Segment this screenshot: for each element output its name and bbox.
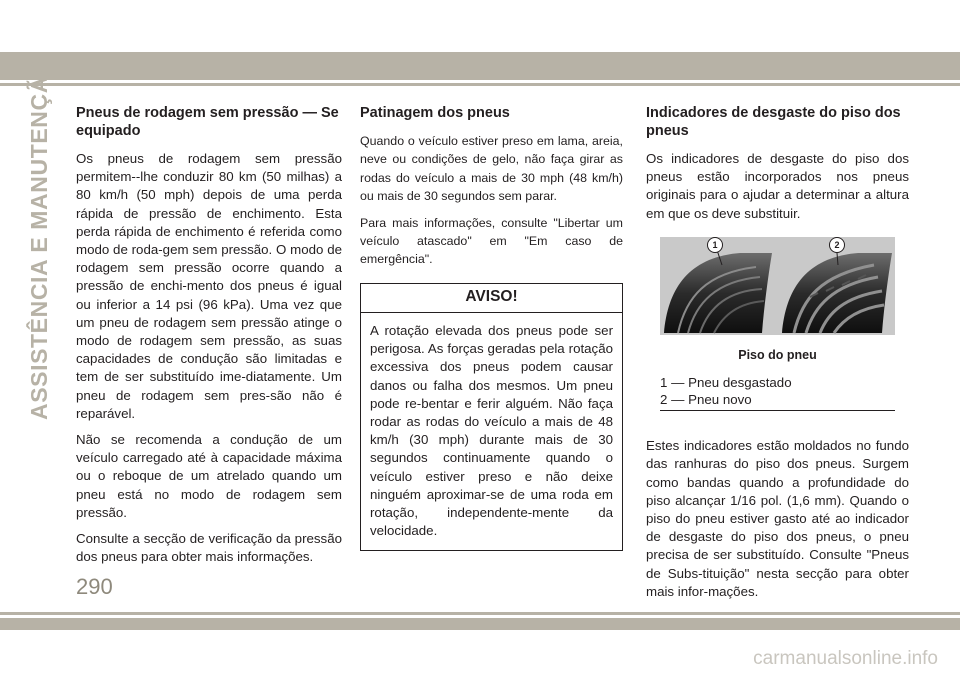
column-run-flat xyxy=(76,104,342,574)
footer-rule xyxy=(0,612,960,615)
warning-box xyxy=(360,283,623,552)
watermark: carmanualsonline.info xyxy=(753,648,938,669)
run-flat-paragraph-2: Não se recomenda a condução de um veículo carregado até à capacidade máxima ou o reboque de um atrelado quando um pneu está no modo de rodagem sem pressão. xyxy=(76,432,342,520)
page-number: 290 xyxy=(76,574,113,599)
figure-legend xyxy=(660,374,895,411)
footer-band xyxy=(0,618,960,630)
heading-run-flat: Pneus de rodagem sem pressão — Se equipado xyxy=(76,105,339,139)
tread-wear-paragraph-1: Os indicadores de desgaste do piso dos pneus estão incorporados nos pneus originais para o ajudar a determinar a altura em que os deve substituir. xyxy=(646,151,909,221)
legend-item-worn: 1 — Pneu desgastado xyxy=(660,375,792,391)
tire-spin-paragraph-1: Quando o veículo estiver preso em lama, areia, neve ou condições de gelo, não faça girar as rodas do veículo a mais de 30 mph (48 km/h) ou mais de 30 segundos sem parar. xyxy=(360,134,623,204)
warning-title: AVISO! xyxy=(361,284,622,313)
callout-2-marker: 2 xyxy=(829,237,845,253)
tire-tread-figure xyxy=(660,237,895,364)
warning-text: A rotação elevada dos pneus pode ser perigosa. As forças geradas pela rotação excessiva dos pneus podem causar danos ou falha dos mesmos. Um pneu pode re-bentar e ferir alguém. Não faça rodar as rodas do veículo a mais de 48 km/h (30 mph) durante mais de 30 segundos continuamente quando o veículo estiver preso e não deixe ninguém aproximar-se de uma roda em rotação, independente-mente da velocidade. xyxy=(370,323,613,539)
column-tread-wear xyxy=(646,104,909,609)
callout-1-marker: 1 xyxy=(707,237,723,253)
legend-item-new: 2 — Pneu novo xyxy=(660,392,752,408)
section-title: ASSISTÊNCIA E MANUTENÇÃO xyxy=(26,57,52,420)
figure-caption: Piso do pneu xyxy=(738,348,817,363)
heading-tire-spin: Patinagem dos pneus xyxy=(360,105,510,121)
tire-tread-illustration xyxy=(660,237,895,335)
header-band xyxy=(0,52,960,80)
header-rule xyxy=(0,83,960,86)
tread-wear-paragraph-2: Estes indicadores estão moldados no fundo das ranhuras do piso dos pneus. Surgem como bandas quando a profundidade do piso alcançar 1/16 pol. (1,6 mm). Quando o piso do pneu estiver gasto até ao indicador de desgaste do piso dos pneus, o pneu precisa de ser substituído. Consulte "Pneus de Subs-tituição" nesta secção para obter mais infor-mações. xyxy=(646,438,909,599)
column-tire-spin xyxy=(360,104,623,551)
heading-tread-wear: Indicadores de desgaste do piso dos pneus xyxy=(646,105,901,139)
tire-spin-paragraph-2: Para mais informações, consulte "Libertar um veículo atascado" em "Em caso de emergência". xyxy=(360,215,623,267)
run-flat-paragraph-1: Os pneus de rodagem sem pressão permitem--lhe conduzir 80 km (50 milhas) a 80 km/h (50 mph) depois de uma perda rápida de pressão de enchimento. Esta perda rápida de enchimento é referida como modo de roda-gem sem pressão. O modo de rodagem sem pressão ocorre quando a pressão de enchi-mento dos pneus é igual ou inferior a 14 psi (96 kPa). Uma vez que um pneu de rodagem sem pressão atinge o modo de rodagem sem pressão, as suas capacidades de condução são limitadas e tem de ser substituído ime-diatamente. Um pneu de rodagem sem pres-são não é reparável. xyxy=(76,151,342,421)
run-flat-paragraph-3: Consulte a secção de verificação da pressão dos pneus para obter mais informações. xyxy=(76,531,342,565)
